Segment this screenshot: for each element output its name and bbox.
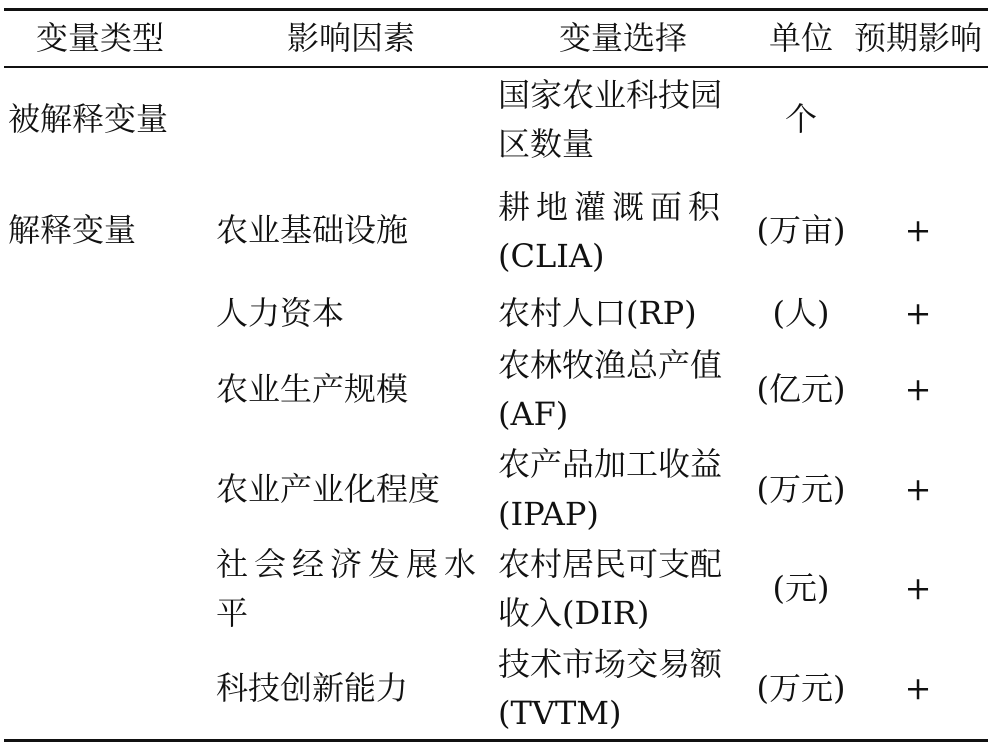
row-6-variable-line1: 技术市场交易额: [498, 645, 723, 683]
row-5-effect: +: [904, 569, 932, 607]
table-top-rule: [4, 8, 988, 11]
row-3-factor: 农业生产规模: [216, 370, 409, 408]
row-1-type: 解释变量: [8, 211, 137, 249]
header-variable-type: 变量类型: [35, 19, 164, 57]
table-bottom-rule: [4, 739, 988, 742]
row-1-variable-line2: (CLIA): [498, 237, 605, 275]
row-1-factor: 农业基础设施: [216, 211, 409, 249]
row-5-variable-line2: 收入(DIR): [498, 594, 650, 632]
row-4-effect: +: [904, 470, 932, 508]
row-5-unit: (元): [772, 569, 830, 607]
row-2-effect: +: [904, 294, 932, 332]
row-6-effect: +: [904, 669, 932, 707]
row-3-unit: (亿元): [756, 370, 846, 408]
row-3-effect: +: [904, 370, 932, 408]
row-2-unit: (人): [772, 294, 830, 332]
row-4-variable-line2: (IPAP): [498, 495, 599, 533]
table-header-rule: [4, 66, 988, 68]
row-0-variable-line1: 国家农业科技园: [498, 76, 723, 114]
header-unit: 单位: [768, 19, 833, 57]
row-6-factor: 科技创新能力: [216, 669, 409, 707]
row-3-variable-line1: 农林牧渔总产值: [498, 346, 723, 384]
row-4-unit: (万元): [756, 470, 846, 508]
row-6-unit: (万元): [756, 669, 846, 707]
header-variable-selection: 变量选择: [558, 19, 687, 57]
row-2-factor: 人力资本: [216, 294, 345, 332]
row-0-type: 被解释变量: [8, 100, 169, 138]
row-5-factor-line1: 社会经济发展水: [216, 545, 483, 583]
header-influence-factor: 影响因素: [286, 19, 415, 57]
row-1-variable-line1: 耕地灌溉面积: [498, 188, 727, 226]
row-4-variable-line1: 农产品加工收益: [498, 445, 723, 483]
row-0-variable-line2: 区数量: [498, 125, 595, 163]
row-0-unit: 个: [784, 100, 817, 138]
row-5-variable-line1: 农村居民可支配: [498, 545, 723, 583]
row-5-factor-line2: 平: [216, 594, 249, 632]
header-expected-effect: 预期影响: [853, 19, 982, 57]
row-1-unit: (万亩): [756, 211, 846, 249]
row-6-variable-line2: (TVTM): [498, 694, 622, 732]
row-2-variable-line1: 农村人口(RP): [498, 294, 697, 332]
row-3-variable-line2: (AF): [498, 395, 569, 433]
row-4-factor: 农业产业化程度: [216, 470, 441, 508]
row-1-effect: +: [904, 211, 932, 249]
